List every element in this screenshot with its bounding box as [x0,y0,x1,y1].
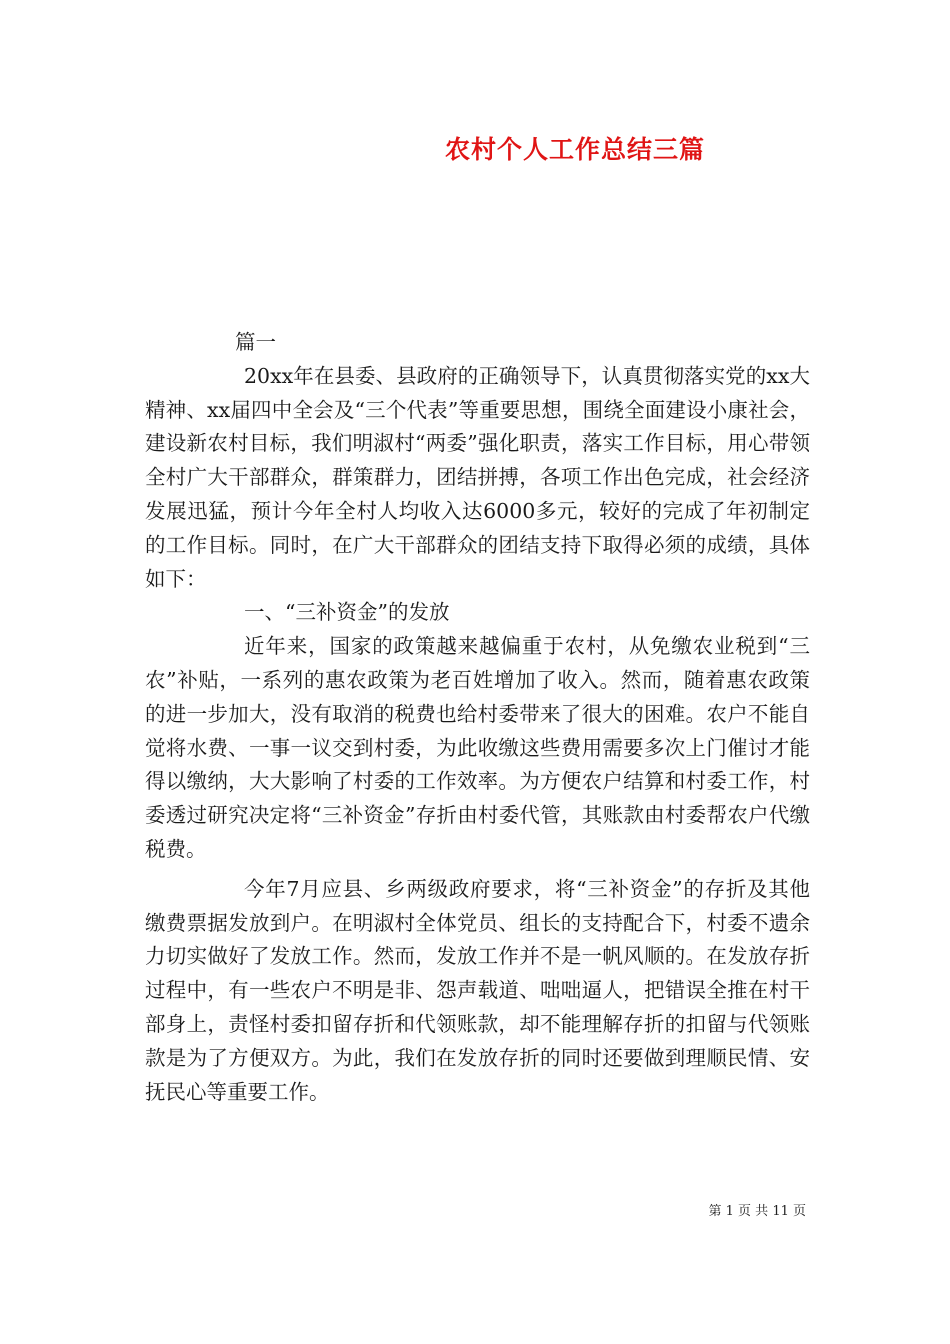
section-label: 篇一 [235,330,276,354]
paragraph-distribution: 今年7月应县、乡两级政府要求，将“三补资金”的存折及其他缴费票据发放到户。在明淑村全体党员、组长的支持配合下，村委不遗余力切实做好了发放工作。然而，发放工作并不是一帆风顺的。在发放存折过程中，有一些农户不明是非、怨声载道、咄咄逼人，把错误全推在村干部身上，责怪村委扣留存折和代领账款，却不能理解存折的扣留与代领账款是为了方便双方。为此，我们在发放存折的同时还要做到理顺民情、安抚民心等重要工作。 [145,876,810,1104]
document-body [145,326,810,1109]
paragraph-policy: 近年来，国家的政策越来越偏重于农村，从免缴农业税到“三农”补贴，一系列的惠农政策为老百姓增加了收入。然而，随着惠农政策的进一步加大，没有取消的税费也给村委带来了很大的困难。农户不能自觉将水费、一事一议交到村委，为此收缴这些费用需要多次上门催讨才能得以缴纳，大大影响了村委的工作效率。为方便农户结算和村委工作，村委透过研究决定将“三补资金”存折由村委代管，其账款由村委帮农户代缴税费。 [145,634,810,861]
section-heading: 一、“三补资金”的发放 [244,600,450,625]
paragraph-intro: 20xx年在县委、县政府的正确领导下，认真贯彻落实党的xx大精神、xx届四中全会及“三个代表”等重要思想，围绕全面建设小康社会，建设新农村目标，我们明淑村“两委”强化职责，落实工作目标，用心带领全村广大干部群众，群策群力，团结拼搏，各项工作出色完成，社会经济发展迅猛，预计今年全村人均收入达6000多元，较好的完成了年初制定的工作目标。同时，在广大干部群众的团结支持下取得必须的成绩，具体如下： [145,363,810,591]
document-title: 农村个人工作总结三篇 [444,135,705,164]
page-number-footer: 第 1 页 共 11 页 [708,1204,806,1219]
